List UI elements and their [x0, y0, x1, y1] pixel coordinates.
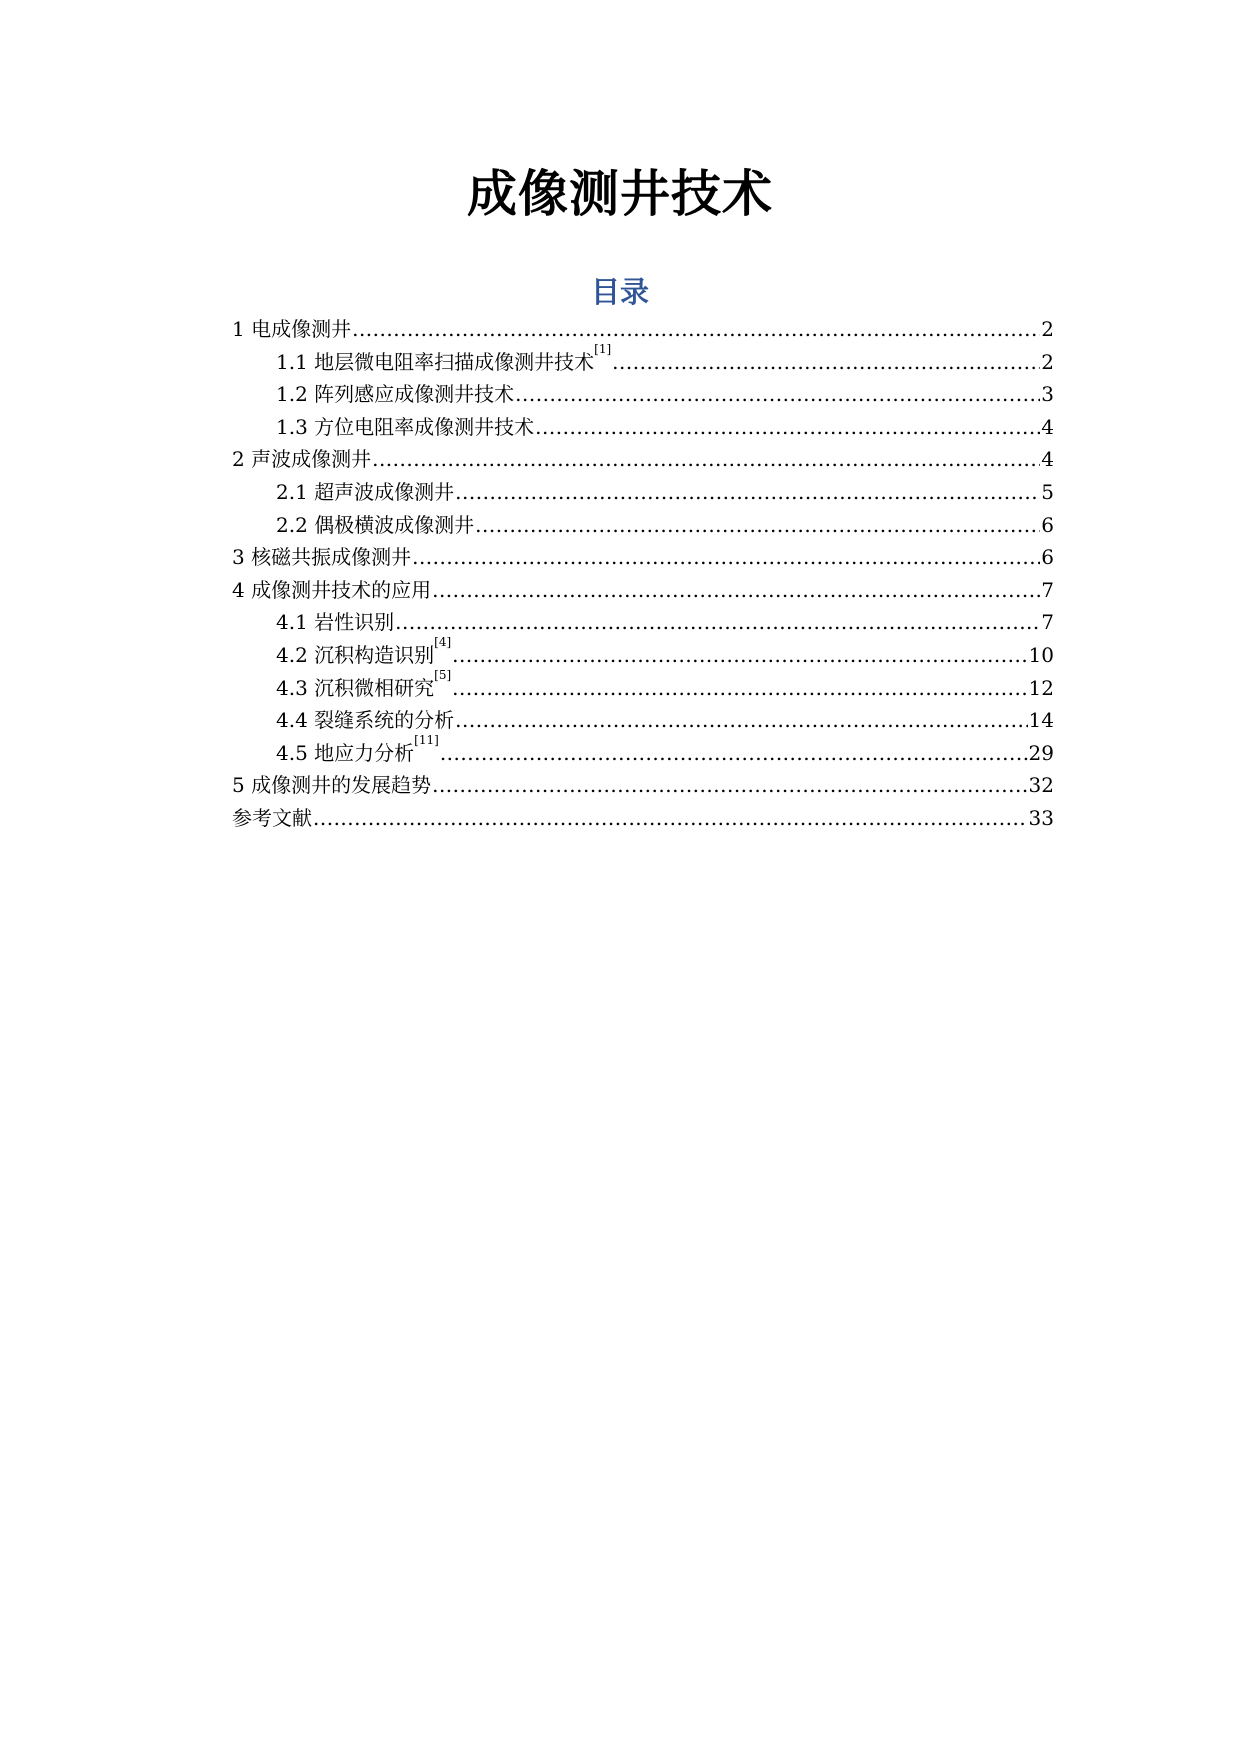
- toc-entry-label: [232, 541, 411, 574]
- toc-entry[interactable]: [232, 574, 1054, 607]
- toc-page-number: 10: [1028, 642, 1054, 667]
- toc-entry-label: [276, 378, 514, 411]
- toc-entry-label: [232, 313, 351, 346]
- toc-entry-title: 2.1 超声波成像测井: [276, 479, 455, 504]
- toc-dot-leader: [455, 476, 1040, 509]
- toc-entry[interactable]: [232, 313, 1054, 346]
- toc-heading: 目录: [590, 275, 649, 309]
- toc-entry-title: 1.3 方位电阻率成像测井技术: [276, 414, 535, 439]
- toc-page-number: 32: [1028, 773, 1054, 798]
- toc-entry-title: 1.1 地层微电阻率扫描成像测井技术: [276, 349, 595, 374]
- toc-dot-leader: [612, 346, 1040, 379]
- toc-entry-label: [276, 606, 394, 639]
- toc-page-number: 5: [1041, 479, 1054, 504]
- toc-page-number: 29: [1028, 740, 1054, 765]
- toc-entry[interactable]: [232, 733, 1054, 770]
- toc-dot-leader: [313, 802, 1028, 835]
- toc-dot-leader: [440, 737, 1028, 770]
- toc-entry[interactable]: [232, 667, 1054, 705]
- toc-entry[interactable]: [232, 341, 1054, 379]
- toc-dot-leader: [515, 378, 1040, 411]
- toc-dot-leader: [452, 639, 1027, 672]
- toc-entry-title: 4.2 沉积构造识别: [276, 642, 435, 667]
- toc-entry-label: [276, 476, 454, 509]
- toc-dot-leader: [372, 443, 1040, 476]
- toc-entry-label: [276, 704, 454, 737]
- toc-entry[interactable]: [232, 509, 1054, 542]
- toc-dot-leader: [535, 411, 1040, 444]
- toc-entry-title: 4.1 岩性识别: [276, 610, 395, 635]
- toc-entry[interactable]: [232, 443, 1054, 476]
- toc-entry-title: 5 成像测井的发展趋势: [232, 773, 432, 798]
- toc-entry-label: [232, 443, 371, 476]
- toc-entry-label: [276, 411, 534, 444]
- toc-dot-leader: [452, 672, 1027, 705]
- toc-page-number: 14: [1028, 708, 1054, 733]
- toc-entry-label: [232, 574, 431, 607]
- toc-dot-leader: [475, 509, 1040, 542]
- toc-entry-label: [276, 733, 439, 770]
- toc-entry-title: 参考文献: [232, 805, 312, 830]
- toc-entry[interactable]: [232, 541, 1054, 574]
- toc-page-number: 33: [1028, 805, 1054, 830]
- toc-entry-citation: [5]: [434, 667, 452, 682]
- toc-entry[interactable]: [232, 635, 1054, 672]
- toc-entry[interactable]: [232, 769, 1054, 802]
- toc-page-number: 2: [1041, 349, 1054, 374]
- toc-entry-label: [232, 802, 312, 835]
- toc-entry-title: 4.5 地应力分析: [276, 740, 415, 765]
- toc-entry-label: [276, 635, 452, 672]
- toc-entry-title: 1.2 阵列感应成像测井技术: [276, 382, 515, 407]
- toc-entry[interactable]: [232, 378, 1054, 411]
- toc-entry-label: [276, 667, 452, 705]
- toc-entry-citation: [1]: [594, 341, 612, 356]
- table-of-contents: [232, 313, 1054, 835]
- toc-entry-title: 2.2 偶极横波成像测井: [276, 512, 475, 537]
- toc-dot-leader: [432, 769, 1027, 802]
- toc-entry-title: 4 成像测井技术的应用: [232, 577, 432, 602]
- toc-entry-citation: [4]: [434, 635, 452, 650]
- toc-entry-title: 3 核磁共振成像测井: [232, 545, 412, 570]
- toc-page-number: 6: [1041, 545, 1054, 570]
- toc-dot-leader: [412, 541, 1040, 574]
- toc-entry-label: [232, 769, 431, 802]
- toc-entry[interactable]: [232, 476, 1054, 509]
- toc-page-number: 12: [1028, 675, 1054, 700]
- toc-entry-label: [276, 509, 474, 542]
- toc-page-number: 4: [1041, 414, 1054, 439]
- toc-entry-title: 2 声波成像测井: [232, 447, 372, 472]
- toc-page-number: 2: [1041, 317, 1054, 341]
- toc-dot-leader: [432, 574, 1040, 607]
- toc-entry-title: 1 电成像测井: [232, 317, 352, 341]
- toc-entry-label: [276, 341, 612, 379]
- toc-dot-leader: [455, 704, 1027, 737]
- document-title: 成像测井技术: [467, 165, 773, 223]
- toc-entry-title: 4.4 裂缝系统的分析: [276, 708, 455, 733]
- toc-entry[interactable]: [232, 606, 1054, 639]
- toc-page-number: 7: [1041, 577, 1054, 602]
- toc-page-number: 4: [1041, 447, 1054, 472]
- toc-entry[interactable]: [232, 411, 1054, 444]
- toc-page-number: 3: [1041, 382, 1054, 407]
- toc-entry-title: 4.3 沉积微相研究: [276, 675, 435, 700]
- toc-page-number: 7: [1041, 610, 1054, 635]
- toc-entry[interactable]: [232, 704, 1054, 737]
- toc-entry[interactable]: [232, 802, 1054, 835]
- toc-dot-leader: [352, 313, 1040, 346]
- toc-entry-citation: [11]: [414, 733, 439, 748]
- toc-page-number: 6: [1041, 512, 1054, 537]
- toc-dot-leader: [395, 606, 1040, 639]
